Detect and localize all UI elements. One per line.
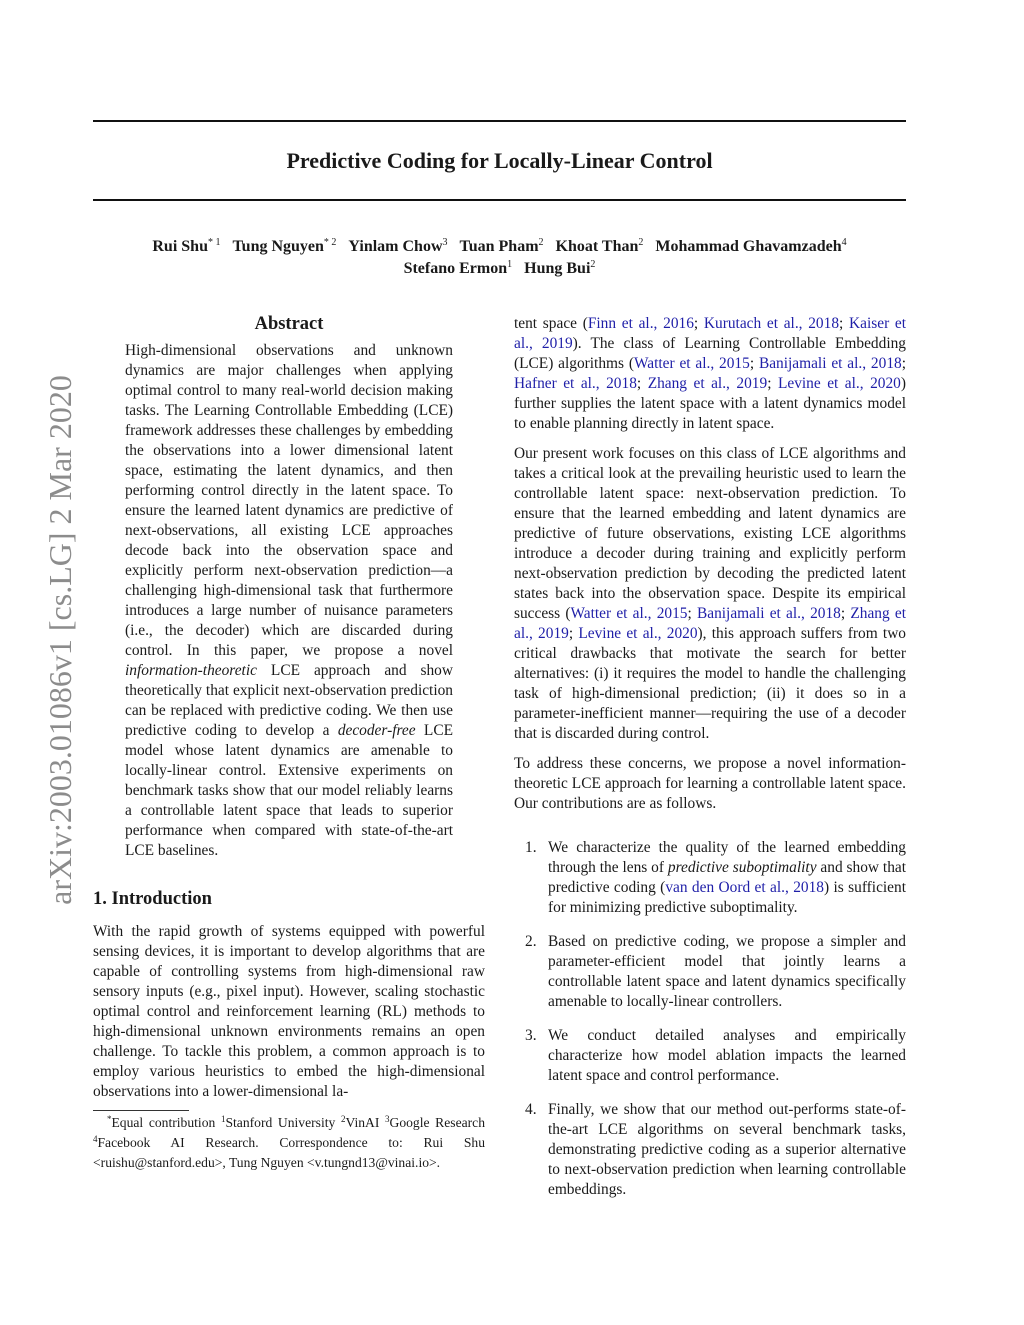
list-item: 4. Finally, we show that our method out-performs state-of-the-art LCE algorithms on several benchmark tasks, demonstrating predictive coding as a superior alternative to next-observation prediction when learning controllable embeddings. (525, 1101, 906, 1198)
title-top-rule (93, 120, 906, 122)
list-item: 1. We characterize the quality of the learned embedding through the lens of predictive suboptimality and show that predictive coding (van den Oord et al., 2018) is sufficient for minimizing predictive suboptimality. (525, 839, 907, 916)
author: Rui Shu$^{* 1}$ (152, 237, 221, 255)
list-item: 2. Based on predictive coding, we propose a simpler and parameter-efficient model that jointly learns a controllable latent space and latent dynamics specifically amenable to locally-linear controllers. (525, 933, 906, 1010)
author: Tung Nguyen$^{* 2}$ (232, 237, 337, 255)
citation-link[interactable]: Levine et al., 2020 (777, 375, 901, 392)
author: Hung Bui$^2$ (524, 259, 596, 277)
author: Khoat Than$^2$ (555, 237, 644, 255)
citation-link[interactable]: Kaiser et al., 2019 (514, 315, 907, 352)
footnote: *Equal contribution $^1$Stanford University $^2$VinAI $^3$Google Research $^4$Facebook AI Research. Correspondence to: Rui Shu <ruishu@stanford.edu>, Tung Nguyen <v.tungnd13@vinai.io>. (93, 1114, 485, 1170)
list-item: 3. We conduct detailed analyses and empirically characterize how model ablation impacts the learned latent space and control performance. (525, 1027, 906, 1084)
citation-link[interactable]: Zhang et al., 2019 (647, 375, 768, 392)
citation-link[interactable]: Banijamali et al., 2018 (696, 605, 841, 622)
citation-link[interactable]: Banijamali et al., 2018 (758, 355, 902, 372)
paragraph-lce-context: tent space (Finn et al., 2016; Kurutach et al., 2018; Kaiser et al., 2019). The class of Learning Controllable Embedding (LCE) algorithms (Watter et al., 2015; Banijamali et al., 2018; Hafner et al., 2018; Zhang et al., 2019; Levine et al., 2020) further supplies the latent space with a latent dynamics model to enable planning directly in latent space. (514, 315, 907, 432)
right-column-text (514, 314, 906, 814)
author: Stefano Ermon$^1$ (403, 259, 513, 277)
citation-link[interactable]: Levine et al., 2020 (578, 625, 698, 642)
citation-link[interactable]: van den Oord et al., 2018 (665, 879, 824, 896)
author: Yinlam Chow$^3$ (348, 237, 448, 255)
citation-link[interactable]: Kurutach et al., 2018 (703, 315, 840, 332)
author: Mohammad Ghavamzadeh$^4$ (655, 237, 847, 255)
citation-link[interactable]: Finn et al., 2016 (587, 315, 694, 332)
paper-title: Predictive Coding for Locally-Linear Control (286, 148, 713, 173)
contributions-list (514, 838, 906, 1200)
introduction-heading: 1. Introduction (93, 889, 212, 909)
author: Tuan Pham$^2$ (459, 237, 544, 255)
citation-link[interactable]: Watter et al., 2015 (633, 355, 750, 372)
author-list-line-2 (93, 258, 906, 280)
citation-link[interactable]: Hafner et al., 2018 (514, 375, 637, 392)
author-list-line-1 (93, 236, 906, 258)
title-bottom-rule (93, 199, 906, 201)
citation-link[interactable]: Watter et al., 2015 (570, 605, 688, 622)
footnote-rule (93, 1110, 189, 1111)
citation-link[interactable]: Zhang et al., 2019 (514, 605, 907, 642)
abstract-body: High-dimensional observations and unknown dynamics are major challenges when applying optimal control to many real-world decision making tasks. The Learning Controllable Embedding (LCE) framework addresses these challenges by embedding the observations into a lower dimensional latent space, estimating the latent dynamics, and then performing control directly in the latent space. To ensure the learned latent dynamics are predictive of next-observations, all existing LCE approaches decode back into the observation space and explicitly perform next-observation prediction—a challenging high-dimensional task that furthermore introduces a large number of nuisance parameters (i.e., the decoder) which are discarded during control. In this paper, we propose a novel information-theoretic LCE approach and show theoretically that explicit next-observation prediction can be replaced with predictive coding. We then use predictive coding to develop a decoder-free LCE model whose latent dynamics are amenable to locally-linear control. Extensive experiments on benchmark tasks show that our model reliably learns a controllable latent space that leads to superior performance when compared with state-of-the-art LCE baselines. (125, 342, 454, 859)
abstract-heading: Abstract (254, 314, 324, 334)
paragraph-present-work: Our present work focuses on this class of LCE algorithms and takes a critical look at the prevailing heuristic used to learn the controllable latent space: next-observation prediction. To ensure that the learned embedding and latent dynamics are predictive of future observations, existing LCE algorithms introduce a decoder during training and explicitly perform next-observation prediction by decoding the predicted latent states back into the observation space. Despite its empirical success (Watter et al., 2015; Banijamali et al., 2018; Zhang et al., 2019; Levine et al., 2020), this approach suffers from two critical drawbacks that motivate the search for better alternatives: (i) it requires the model to handle the challenging task of high-dimensional prediction; (ii) it does so in a parameter-inefficient manner—requiring the use of a decoder that is discarded during control. (514, 445, 907, 742)
paragraph-concerns: To address these concerns, we propose a novel information-theoretic LCE approach for learning a controllable latent space. Our contributions are as follows. (514, 755, 906, 812)
arxiv-side-stamp: arXiv:2003.01086v1 [cs.LG] 2 Mar 2020 (42, 375, 78, 905)
introduction-paragraph: With the rapid growth of systems equipped with powerful sensing devices, it is important to develop algorithms that are capable of controlling systems from high-dimensional raw sensory inputs (e.g., pixel input). However, scaling stochastic optimal control and reinforcement learning (RL) methods to high-dimensional unknown environments remains an open challenge. To tackle this problem, a common approach is to employ various heuristics to embed the high-dimensional observations into a lower-dimensional la- (93, 923, 485, 1100)
